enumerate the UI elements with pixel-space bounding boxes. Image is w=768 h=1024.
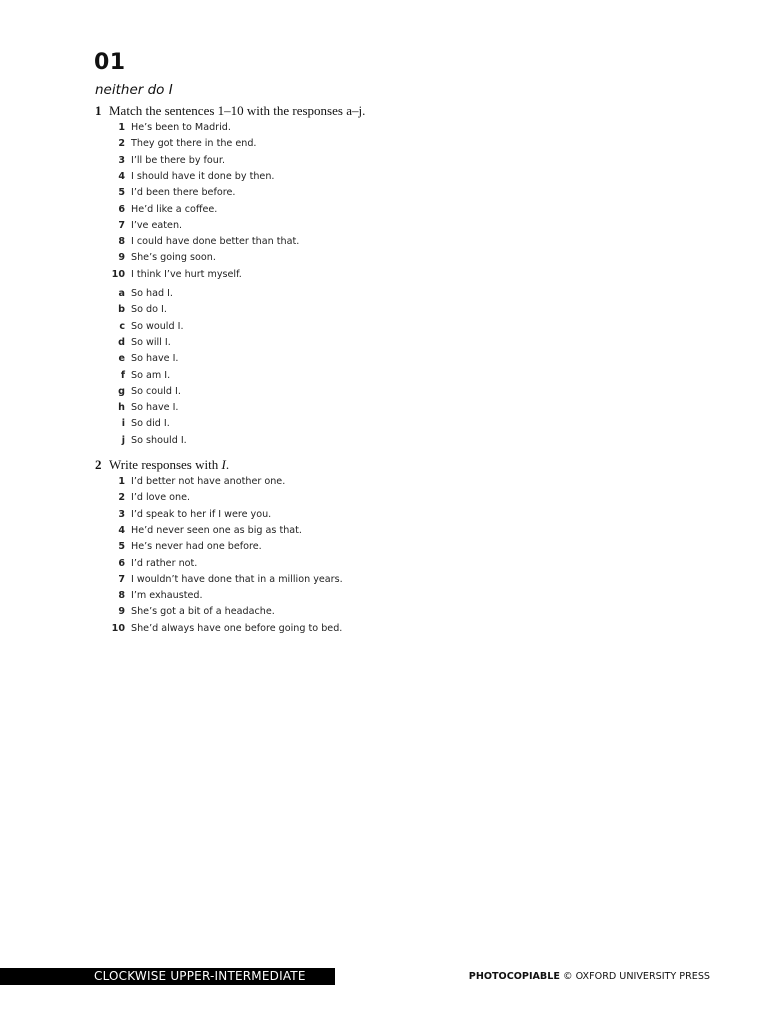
item-text: So did I. — [131, 418, 170, 430]
item-text: So do I. — [131, 304, 167, 316]
exercise-2-instruction-italic: I — [221, 457, 226, 472]
item-text: I’m exhausted. — [131, 590, 203, 602]
item-number: 3 — [118, 154, 125, 166]
unit-number: 01 — [94, 50, 126, 75]
item-text: I wouldn’t have done that in a million years. — [131, 573, 343, 585]
item-text: I think I’ve hurt myself. — [131, 268, 242, 280]
item-number: 8 — [118, 236, 125, 248]
item-text: He’s never had one before. — [131, 541, 262, 553]
exercise-2-instruction: Write responses with — [109, 457, 222, 472]
exercise-2-number: 2 — [95, 457, 102, 472]
exercise-1-number: 1 — [95, 103, 102, 118]
footer-copyright — [469, 970, 710, 984]
item-text: So should I. — [131, 434, 187, 446]
item-text: He’s been to Madrid. — [131, 122, 231, 133]
item-text: She’s got a bit of a headache. — [131, 606, 275, 618]
item-letter: c — [119, 320, 125, 332]
item-number: 2 — [118, 492, 125, 504]
item-text: I’d been there before. — [131, 187, 236, 199]
item-text: So will I. — [131, 336, 171, 348]
item-text: So am I. — [131, 369, 171, 381]
item-text: He’d never seen one as big as that. — [131, 524, 302, 536]
unit-title: neither do I — [95, 82, 173, 98]
item-letter: a — [118, 288, 125, 299]
item-number: 5 — [118, 541, 125, 553]
item-letter: g — [118, 385, 125, 397]
item-number: 4 — [118, 524, 125, 536]
item-number: 8 — [118, 590, 125, 602]
exercise-2-instruction-end: . — [225, 457, 230, 472]
item-number: 6 — [118, 557, 125, 569]
item-number: 3 — [118, 508, 125, 520]
exercise-2-heading — [95, 457, 229, 473]
item-number: 2 — [118, 138, 125, 150]
item-text: I’d rather not. — [131, 557, 198, 569]
item-text: So would I. — [131, 320, 184, 332]
item-text: I’ll be there by four. — [131, 154, 225, 166]
item-number: 9 — [118, 606, 125, 618]
item-letter: f — [120, 369, 125, 381]
item-letter: b — [118, 304, 125, 316]
item-text: So could I. — [131, 385, 181, 397]
item-text: They got there in the end. — [131, 138, 257, 150]
item-text: So have I. — [131, 402, 179, 414]
item-letter: h — [118, 402, 125, 414]
item-text: So have I. — [131, 353, 179, 365]
item-number: 7 — [118, 219, 125, 231]
item-text: I’d better not have another one. — [131, 476, 286, 487]
item-number: 5 — [118, 187, 125, 199]
exercise-1-heading — [95, 103, 365, 119]
item-text: I’ve eaten. — [131, 219, 183, 231]
footer-series-title: CLOCKWISE UPPER-INTERMEDIATE — [94, 969, 306, 983]
item-text: She’d always have one before going to bed. — [131, 622, 343, 634]
item-text: I’d love one. — [131, 492, 191, 504]
exercise-1-instruction: Match the sentences 1–10 with the responses a–j. — [109, 103, 366, 118]
item-number: 1 — [118, 476, 125, 487]
item-number: 7 — [118, 573, 125, 585]
item-text: I’d speak to her if I were you. — [131, 508, 272, 520]
photocopiable-label: PHOTOCOPIABLE — [468, 971, 560, 982]
item-number: 4 — [118, 170, 125, 182]
copyright-text: © OXFORD UNIVERSITY PRESS — [559, 971, 710, 982]
item-letter: d — [118, 336, 125, 348]
item-text: So had I. — [131, 288, 173, 299]
item-number: 10 — [111, 622, 125, 634]
item-letter: e — [118, 353, 125, 365]
item-text: He’d like a coffee. — [131, 203, 218, 215]
item-number: 1 — [118, 122, 125, 133]
item-number: 9 — [118, 252, 125, 264]
item-text: She’s going soon. — [131, 252, 216, 264]
item-number: 6 — [118, 203, 125, 215]
item-letter: i — [121, 418, 125, 430]
item-text: I should have it done by then. — [131, 170, 275, 182]
item-text: I could have done better than that. — [131, 236, 300, 248]
item-letter: j — [121, 434, 125, 446]
item-number: 10 — [111, 268, 125, 280]
